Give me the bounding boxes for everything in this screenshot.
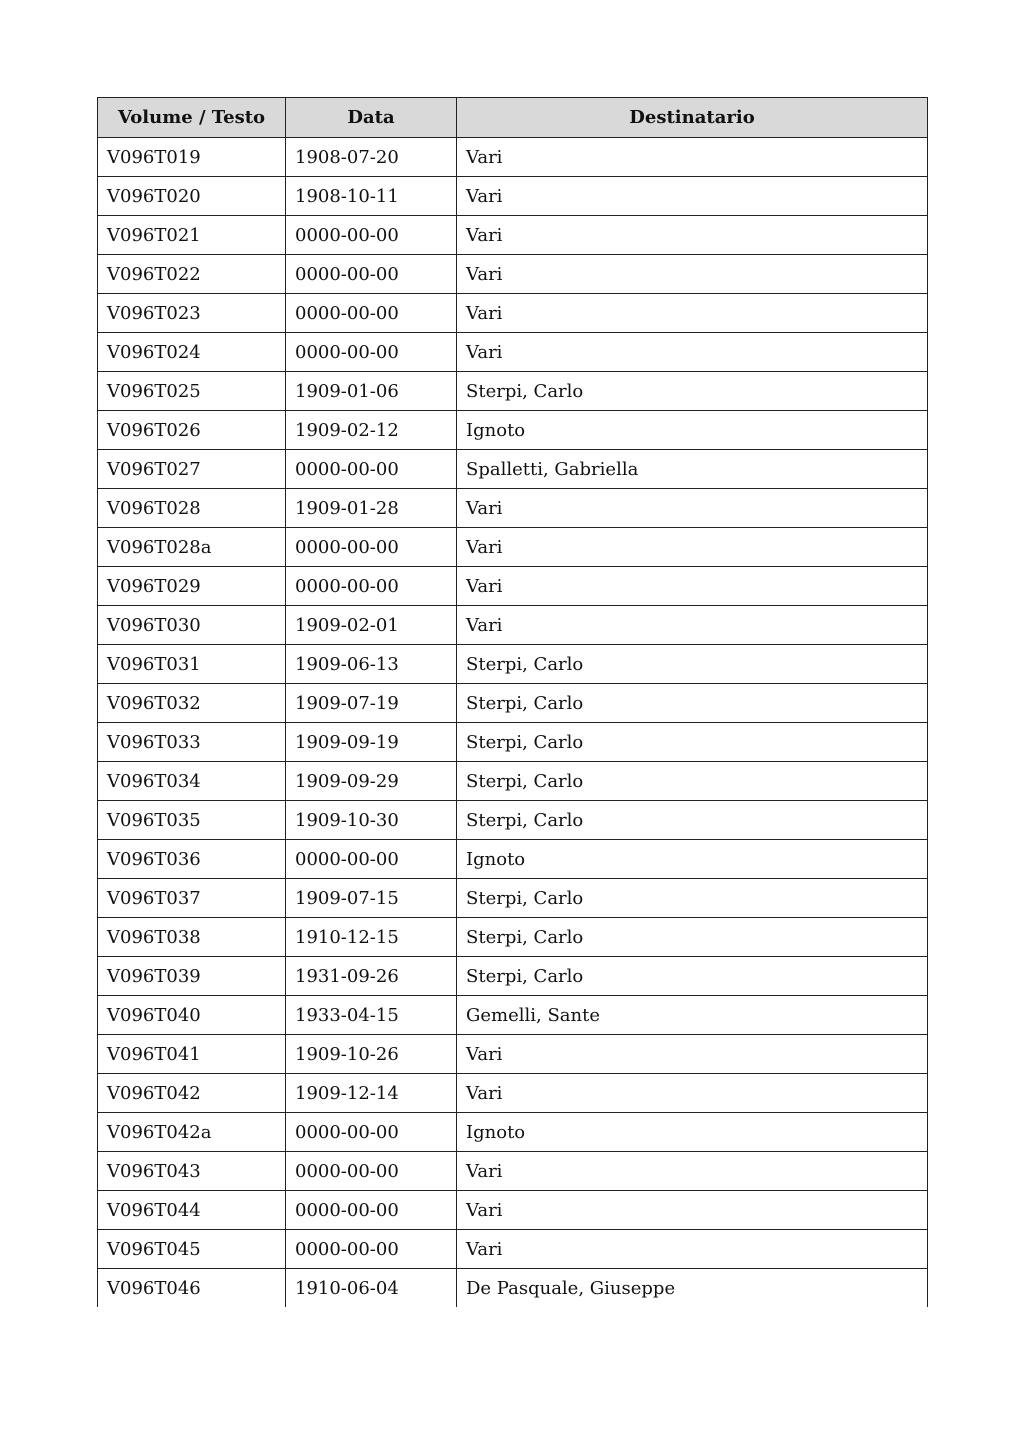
- cell-volume-testo: V096T021: [98, 216, 286, 255]
- letters-table: [97, 97, 928, 1307]
- cell-destinatario: Sterpi, Carlo: [457, 918, 928, 957]
- cell-destinatario: Sterpi, Carlo: [457, 801, 928, 840]
- cell-volume-testo: V096T028a: [98, 528, 286, 567]
- cell-destinatario: Vari: [457, 333, 928, 372]
- cell-data: 1908-07-20: [286, 138, 457, 177]
- table-row: [98, 411, 928, 450]
- cell-data: 0000-00-00: [286, 216, 457, 255]
- table-row: [98, 723, 928, 762]
- cell-data: 0000-00-00: [286, 1230, 457, 1269]
- cell-destinatario: Vari: [457, 1035, 928, 1074]
- cell-destinatario: Vari: [457, 1074, 928, 1113]
- cell-destinatario: Vari: [457, 216, 928, 255]
- cell-data: 0000-00-00: [286, 528, 457, 567]
- table-row: [98, 1113, 928, 1152]
- cell-data: 1909-06-13: [286, 645, 457, 684]
- cell-destinatario: Vari: [457, 489, 928, 528]
- cell-volume-testo: V096T042: [98, 1074, 286, 1113]
- cell-destinatario: Sterpi, Carlo: [457, 762, 928, 801]
- table-row: [98, 801, 928, 840]
- cell-volume-testo: V096T042a: [98, 1113, 286, 1152]
- table-row: [98, 216, 928, 255]
- cell-volume-testo: V096T032: [98, 684, 286, 723]
- cell-destinatario: Gemelli, Sante: [457, 996, 928, 1035]
- table-row: [98, 138, 928, 177]
- table-row: [98, 333, 928, 372]
- cell-data: 0000-00-00: [286, 1191, 457, 1230]
- cell-volume-testo: V096T045: [98, 1230, 286, 1269]
- cell-data: 0000-00-00: [286, 450, 457, 489]
- table-row: [98, 255, 928, 294]
- header-data: Data: [286, 98, 457, 138]
- table-row: [98, 489, 928, 528]
- table-row: [98, 372, 928, 411]
- cell-volume-testo: V096T031: [98, 645, 286, 684]
- table-row: [98, 840, 928, 879]
- cell-data: 1909-01-28: [286, 489, 457, 528]
- cell-volume-testo: V096T040: [98, 996, 286, 1035]
- table-row: [98, 918, 928, 957]
- table-row: [98, 1230, 928, 1269]
- table-row: [98, 645, 928, 684]
- cell-data: 1908-10-11: [286, 177, 457, 216]
- cell-destinatario: Ignoto: [457, 411, 928, 450]
- cell-volume-testo: V096T039: [98, 957, 286, 996]
- cell-destinatario: Ignoto: [457, 1113, 928, 1152]
- cell-destinatario: Sterpi, Carlo: [457, 879, 928, 918]
- cell-data: 1909-02-01: [286, 606, 457, 645]
- cell-volume-testo: V096T023: [98, 294, 286, 333]
- cell-destinatario: De Pasquale, Giuseppe: [457, 1269, 928, 1308]
- cell-data: 1909-07-19: [286, 684, 457, 723]
- cell-data: 1909-01-06: [286, 372, 457, 411]
- table-row: [98, 567, 928, 606]
- table-row: [98, 1152, 928, 1191]
- cell-volume-testo: V096T019: [98, 138, 286, 177]
- cell-volume-testo: V096T041: [98, 1035, 286, 1074]
- cell-destinatario: Vari: [457, 255, 928, 294]
- cell-destinatario: Vari: [457, 567, 928, 606]
- header-destinatario: Destinatario: [457, 98, 928, 138]
- cell-data: 0000-00-00: [286, 333, 457, 372]
- cell-volume-testo: V096T030: [98, 606, 286, 645]
- cell-volume-testo: V096T043: [98, 1152, 286, 1191]
- cell-data: 1909-10-30: [286, 801, 457, 840]
- table-row: [98, 996, 928, 1035]
- cell-volume-testo: V096T026: [98, 411, 286, 450]
- cell-data: 1909-09-19: [286, 723, 457, 762]
- cell-volume-testo: V096T022: [98, 255, 286, 294]
- table-row: [98, 879, 928, 918]
- cell-destinatario: Spalletti, Gabriella: [457, 450, 928, 489]
- cell-data: 0000-00-00: [286, 1113, 457, 1152]
- cell-destinatario: Vari: [457, 138, 928, 177]
- cell-destinatario: Sterpi, Carlo: [457, 957, 928, 996]
- cell-volume-testo: V096T037: [98, 879, 286, 918]
- cell-data: 0000-00-00: [286, 294, 457, 333]
- cell-volume-testo: V096T025: [98, 372, 286, 411]
- cell-volume-testo: V096T038: [98, 918, 286, 957]
- cell-volume-testo: V096T029: [98, 567, 286, 606]
- cell-data: 0000-00-00: [286, 255, 457, 294]
- cell-volume-testo: V096T044: [98, 1191, 286, 1230]
- cell-destinatario: Vari: [457, 1230, 928, 1269]
- table-row: [98, 1191, 928, 1230]
- cell-volume-testo: V096T034: [98, 762, 286, 801]
- cell-data: 1910-06-04: [286, 1269, 457, 1308]
- cell-destinatario: Vari: [457, 606, 928, 645]
- table-row: [98, 957, 928, 996]
- cell-destinatario: Vari: [457, 1152, 928, 1191]
- cell-destinatario: Vari: [457, 528, 928, 567]
- table-row: [98, 1074, 928, 1113]
- table-row: [98, 762, 928, 801]
- cell-volume-testo: V096T035: [98, 801, 286, 840]
- header-volume-testo: Volume / Testo: [98, 98, 286, 138]
- cell-data: 0000-00-00: [286, 567, 457, 606]
- cell-volume-testo: V096T024: [98, 333, 286, 372]
- table-row: [98, 1269, 928, 1308]
- document-page: [97, 97, 927, 1307]
- cell-data: 1933-04-15: [286, 996, 457, 1035]
- table-row: [98, 177, 928, 216]
- cell-volume-testo: V096T020: [98, 177, 286, 216]
- cell-destinatario: Vari: [457, 1191, 928, 1230]
- cell-destinatario: Sterpi, Carlo: [457, 684, 928, 723]
- cell-data: 0000-00-00: [286, 1152, 457, 1191]
- cell-volume-testo: V096T033: [98, 723, 286, 762]
- cell-data: 1909-10-26: [286, 1035, 457, 1074]
- table-header: [98, 98, 928, 138]
- cell-volume-testo: V096T046: [98, 1269, 286, 1308]
- cell-data: 1909-09-29: [286, 762, 457, 801]
- cell-destinatario: Sterpi, Carlo: [457, 723, 928, 762]
- cell-destinatario: Sterpi, Carlo: [457, 645, 928, 684]
- cell-destinatario: Vari: [457, 177, 928, 216]
- cell-data: 0000-00-00: [286, 840, 457, 879]
- table-body: [98, 138, 928, 1308]
- table-row: [98, 1035, 928, 1074]
- cell-data: 1910-12-15: [286, 918, 457, 957]
- cell-data: 1931-09-26: [286, 957, 457, 996]
- table-row: [98, 294, 928, 333]
- cell-data: 1909-12-14: [286, 1074, 457, 1113]
- cell-volume-testo: V096T028: [98, 489, 286, 528]
- table-row: [98, 684, 928, 723]
- cell-destinatario: Vari: [457, 294, 928, 333]
- cell-data: 1909-07-15: [286, 879, 457, 918]
- cell-destinatario: Ignoto: [457, 840, 928, 879]
- cell-volume-testo: V096T027: [98, 450, 286, 489]
- table-row: [98, 606, 928, 645]
- table-row: [98, 528, 928, 567]
- table-row: [98, 450, 928, 489]
- header-row: [98, 98, 928, 138]
- cell-volume-testo: V096T036: [98, 840, 286, 879]
- cell-destinatario: Sterpi, Carlo: [457, 372, 928, 411]
- cell-data: 1909-02-12: [286, 411, 457, 450]
